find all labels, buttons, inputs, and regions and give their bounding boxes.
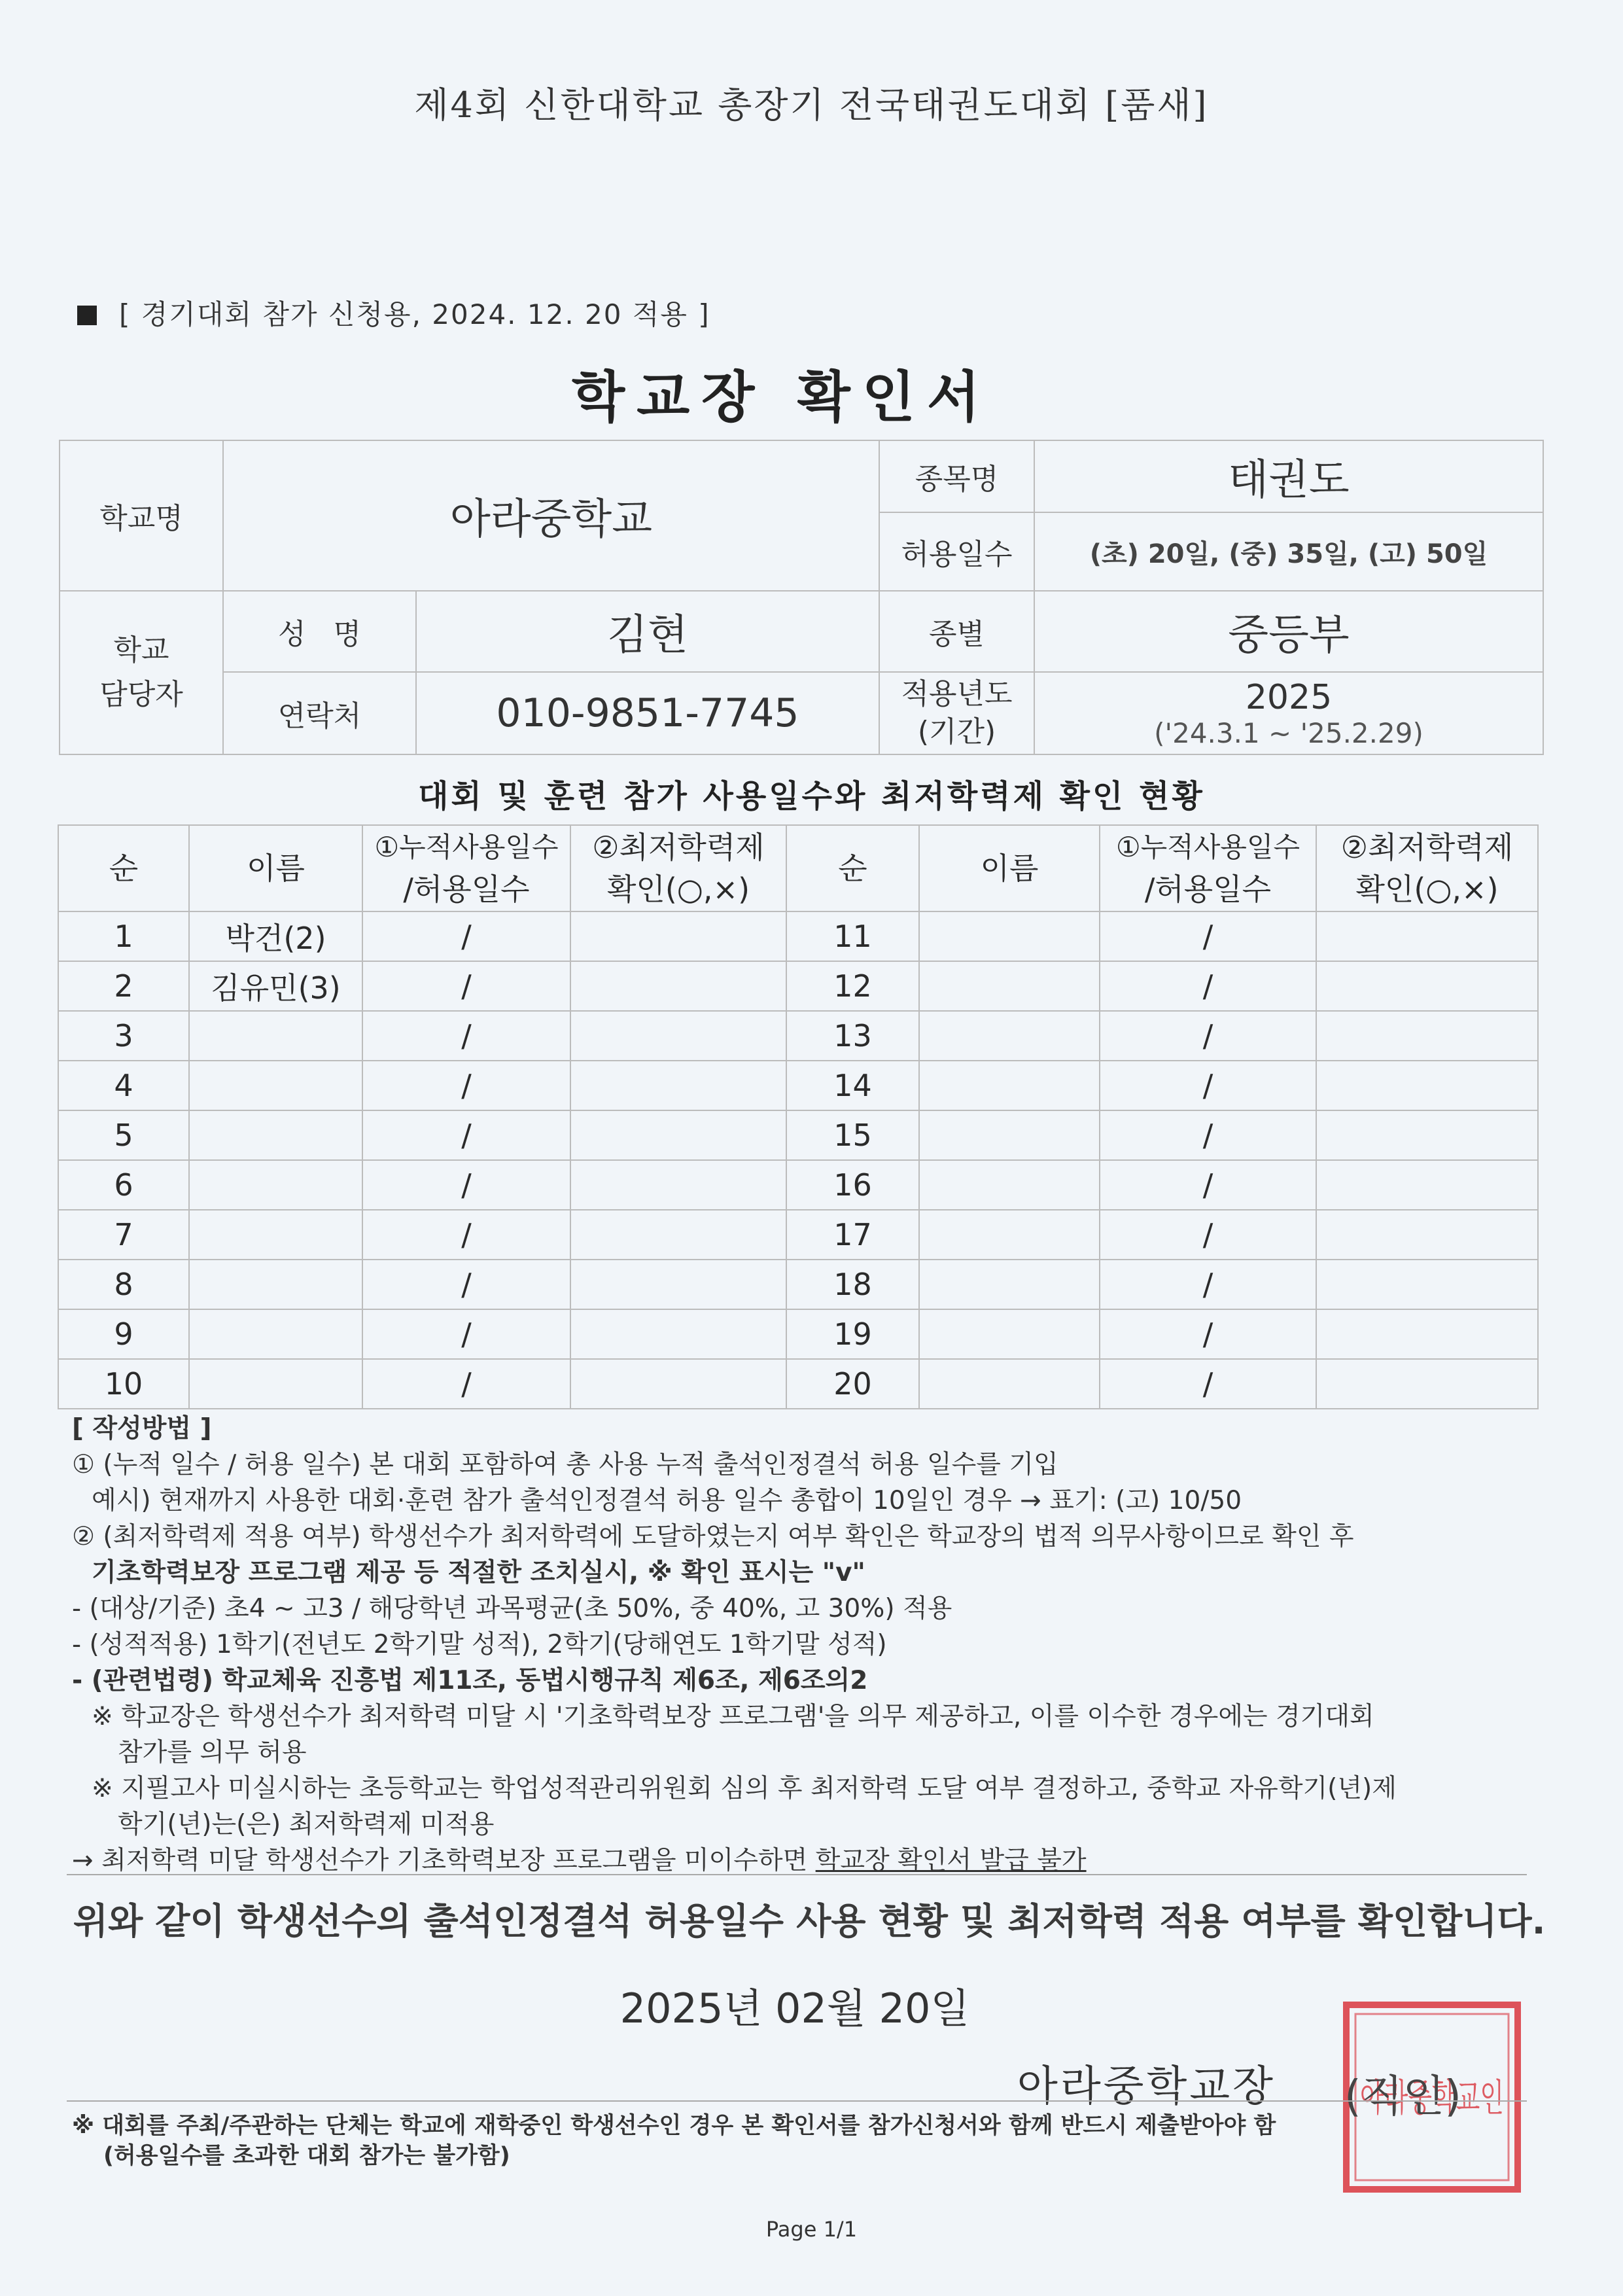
confirmation-text: 위와 같이 학생선수의 출석인정결석 허용일수 사용 현황 및 최저학력 적용 여부를 확인합니다. [73,1900,1546,1942]
row-no: 14 [786,1061,919,1110]
row-no: 10 [58,1359,189,1409]
row-days: / [1100,1061,1316,1110]
row-name [919,1210,1100,1260]
row-no: 1 [58,911,189,961]
sport-label: 종목명 [879,440,1034,512]
instruction-line: 기초학력보장 프로그램 제공 등 적절한 조치실시, ※ 확인 표시는 "v" [92,1558,865,1587]
sport-value: 태권도 [1034,440,1543,512]
row-no: 12 [786,961,919,1011]
principal-name: 아라중학교장 [1017,2062,1276,2111]
row-name [189,1061,362,1110]
footnote-line2: (허용일수를 초과한 대회 참가는 불가함) [103,2143,510,2169]
col-days-header-line1: ①누적사용일수 [374,831,559,863]
row-name [189,1011,362,1061]
usage-note [77,293,710,332]
divider [67,1874,1527,1875]
name-label: 성 명 [223,591,416,672]
row-min-check [1316,1210,1538,1260]
status-title: 대회 및 훈련 참가 사용일수와 최저학력제 확인 현황 [418,778,1205,815]
row-min-check [570,1110,786,1160]
status-header-row [58,825,1538,911]
row-no: 17 [786,1210,919,1260]
col-name-header: 이름 [919,825,1100,911]
row-min-check [1316,1160,1538,1210]
row-min-check [1316,1260,1538,1309]
row-no: 4 [58,1061,189,1110]
footnote-line1: ※ 대회를 주최/주관하는 단체는 학교에 재학중인 학생선수인 경우 본 확인서를 참가신청서와 함께 반드시 제출받아야 함 [72,2113,1276,2139]
seal-text: 아라중학교인 [1360,2075,1504,2120]
row-days: / [362,911,570,961]
division-value: 중등부 [1034,591,1543,672]
col-name-header: 이름 [189,825,362,911]
instruction-line: ② (최저학력제 적용 여부) 학생선수가 최저학력에 도달하였는지 여부 확인은 학교장의 법적 의무사항이므로 확인 후 [72,1522,1354,1551]
table-row [58,1160,1538,1210]
table-row [58,1210,1538,1260]
row-days: / [362,1061,570,1110]
table-row [58,1359,1538,1409]
col-min-header-line2: 확인(○,×) [606,872,750,907]
col-min-header [1316,825,1538,911]
row-no: 9 [58,1309,189,1359]
col-no-header: 순 [786,825,919,911]
row-name [919,1011,1100,1061]
allowed-days-value: (초) 20일, (중) 35일, (고) 50일 [1034,512,1543,591]
row-days: / [362,1110,570,1160]
allowed-days-label: 허용일수 [879,512,1034,591]
instruction-line: - (성적적용) 1학기(전년도 2학기말 성적), 2학기(당해연도 1학기말 성적) [72,1630,887,1659]
row-min-check [570,911,786,961]
row-days: / [362,1260,570,1309]
row-name [189,1110,362,1160]
row-min-check [570,1260,786,1309]
row-min-check [570,961,786,1011]
row-days: / [1100,1309,1316,1359]
division-label: 종별 [879,591,1034,672]
instruction-line [72,1843,1550,1879]
row-no: 11 [786,911,919,961]
contact-value: 010-9851-7745 [416,672,879,754]
row-min-check [1316,1011,1538,1061]
row-no: 19 [786,1309,919,1359]
row-name [919,961,1100,1011]
instruction-line: - (대상/기준) 초4 ~ 고3 / 해당학년 과목평균(초 50%, 중 40%, 고 30%) 적용 [72,1594,952,1623]
row-days: / [1100,1110,1316,1160]
page-number: Page 1/1 [765,2217,858,2242]
divider [67,2100,1527,2102]
instruction-line: ① (누적 일수 / 허용 일수) 본 대회 포함하여 총 사용 누적 출석인정결석 허용 일수를 기입 [72,1450,1058,1479]
status-table [58,824,1539,1409]
row-no: 15 [786,1110,919,1160]
row-days: / [1100,1210,1316,1260]
row-days: / [1100,911,1316,961]
school-name-label: 학교명 [60,440,223,591]
row-min-check [570,1359,786,1409]
row-min-check [1316,1061,1538,1110]
name-value: 김현 [416,591,879,672]
row-name: 박건(2) [189,911,362,961]
row-days: / [1100,1260,1316,1309]
row-min-check [1316,1359,1538,1409]
row-no: 7 [58,1210,189,1260]
row-min-check [570,1160,786,1210]
instructions-heading: [ 작성방법 ] [72,1414,212,1443]
instruction-arrow-text: → 최저학력 미달 학생선수가 기초학력보장 프로그램을 미이수하면 [72,1846,816,1875]
col-days-header-line2: /허용일수 [1144,872,1272,907]
col-min-header-line1: ②최저학력제 [1340,830,1514,865]
row-no: 8 [58,1260,189,1309]
instruction-line: ※ 지필고사 미실시하는 초등학교는 학업성적관리위원회 심의 후 최저학력 도달 여부 결정하고, 중학교 자유학기(년)제 [92,1774,1397,1803]
square-bullet-icon [77,306,97,325]
col-min-header-line1: ②최저학력제 [592,830,765,865]
row-days: / [362,1011,570,1061]
row-no: 20 [786,1359,919,1409]
row-min-check [1316,1110,1538,1160]
year-cell [1034,672,1543,754]
row-min-check [1316,1309,1538,1359]
col-min-header-line2: 확인(○,×) [1355,872,1499,907]
row-name [189,1260,362,1309]
row-no: 2 [58,961,189,1011]
school-name-value: 아라중학교 [223,440,879,591]
year-value: 2025 [1245,677,1333,717]
row-days: / [1100,1160,1316,1210]
table-row [58,1309,1538,1359]
table-row [58,961,1538,1011]
row-name [919,911,1100,961]
row-no: 3 [58,1011,189,1061]
row-min-check [1316,911,1538,961]
row-no: 6 [58,1160,189,1210]
col-days-header-line1: ①누적사용일수 [1115,831,1300,863]
issue-date: 2025년 02월 20일 [620,1985,970,2032]
instruction-line: ※ 학교장은 학생선수가 최저학력 미달 시 '기초학력보장 프로그램'을 의무 제공하고, 이를 이수한 경우에는 경기대회 [92,1702,1374,1731]
event-title: 제4회 신한대학교 총장기 전국태권도대회 [품새] [414,84,1209,126]
row-min-check [570,1210,786,1260]
col-no-header: 순 [58,825,189,911]
instruction-line: 학기(년)는(은) 최저학력제 미적용 [118,1810,495,1839]
row-days: / [362,1309,570,1359]
row-days: / [1100,961,1316,1011]
row-days: / [1100,1011,1316,1061]
document-title: 학교장 확인서 [571,365,992,429]
row-min-check [570,1011,786,1061]
table-row [58,1260,1538,1309]
instruction-line: 예시) 현재까지 사용한 대회·훈련 참가 출석인정결석 허용 일수 총합이 10일인 경우 → 표기: (고) 10/50 [92,1486,1242,1515]
table-row [58,1061,1538,1110]
col-days-header [362,825,570,911]
row-name [919,1359,1100,1409]
info-table [59,440,1544,755]
usage-note-text: [ 경기대회 참가 신청용, 2024. 12. 20 적용 ] [119,298,710,330]
row-name [919,1110,1100,1160]
instructions [72,1411,1550,1879]
instruction-underlined-text: 학교장 확인서 발급 불가 [815,1846,1087,1875]
row-no: 16 [786,1160,919,1210]
row-name: 김유민(3) [189,961,362,1011]
row-min-check [570,1061,786,1110]
year-period: ('24.3.1 ~ '25.2.29) [1154,716,1423,749]
row-min-check [1316,961,1538,1011]
seal-mark-text: (직인) [1344,2071,1462,2121]
row-name [919,1061,1100,1110]
row-no: 5 [58,1110,189,1160]
row-no: 13 [786,1011,919,1061]
col-days-header [1100,825,1316,911]
row-name [919,1260,1100,1309]
table-row [58,1110,1538,1160]
row-days: / [362,1160,570,1210]
row-days: / [362,1359,570,1409]
row-days: / [362,961,570,1011]
row-name [189,1210,362,1260]
table-row [58,911,1538,961]
year-label: 적용년도 (기간) [879,672,1034,754]
footnote [72,2111,1276,2171]
row-no: 18 [786,1260,919,1309]
contact-label: 연락처 [223,672,416,754]
col-days-header-line2: /허용일수 [403,872,530,907]
row-name [189,1160,362,1210]
instruction-line: 참가를 의무 허용 [118,1738,307,1767]
row-name [919,1160,1100,1210]
row-days: / [362,1210,570,1260]
row-name [189,1309,362,1359]
instruction-line: - (관련법령) 학교체육 진흥법 제11조, 동법시행규칙 제6조, 제6조의2 [72,1666,868,1695]
row-name [189,1359,362,1409]
row-days: / [1100,1359,1316,1409]
table-row [58,1011,1538,1061]
row-name [919,1309,1100,1359]
row-min-check [570,1309,786,1359]
manager-label: 학교 담당자 [60,591,223,754]
col-min-header [570,825,786,911]
